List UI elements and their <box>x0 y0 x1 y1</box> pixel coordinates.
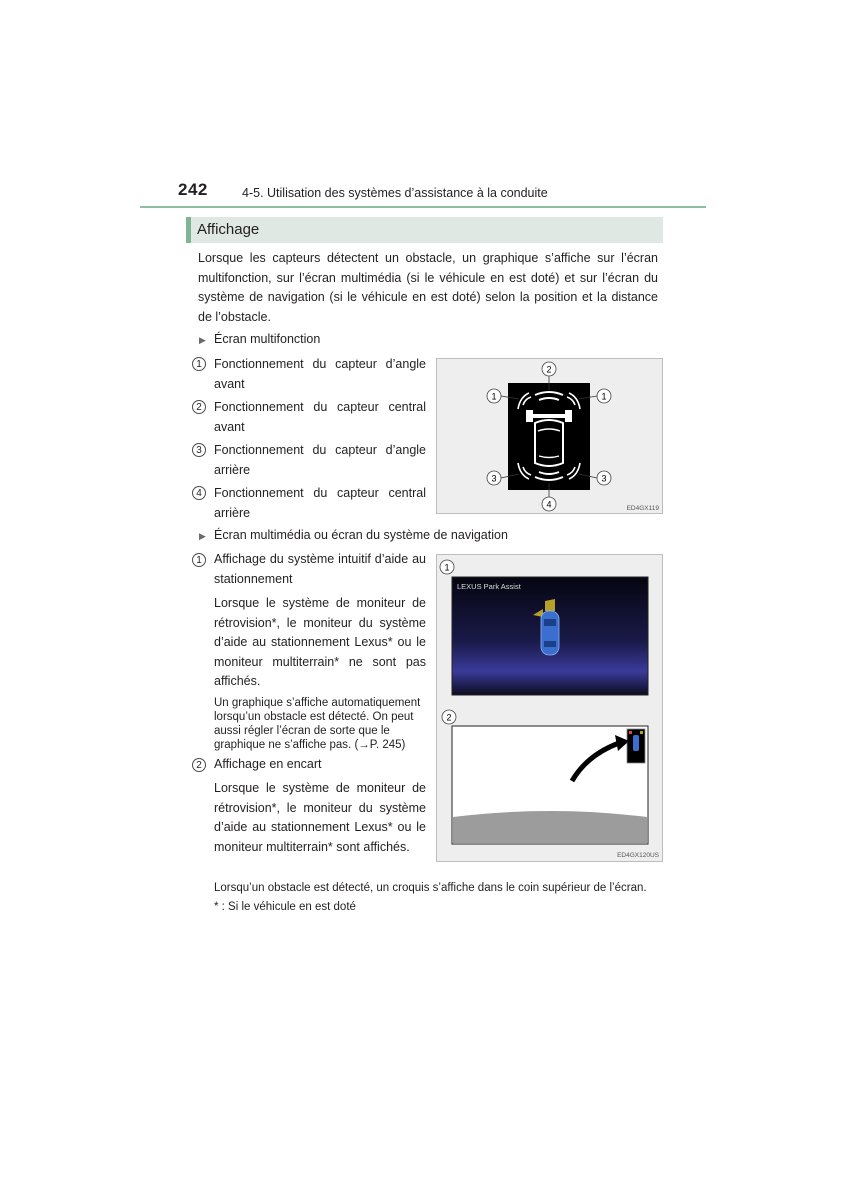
final-note: Lorsqu’un obstacle est détecté, un croquis s’affiche dans le coin supérieur de l’écran. <box>214 882 647 894</box>
list-item: Fonctionnement du capteur d’angle arrière <box>214 443 426 477</box>
callout-number: 3 <box>192 443 206 457</box>
callout-label: 2 <box>546 364 552 375</box>
callout-number: 1 <box>192 553 206 567</box>
callout-number: 2 <box>192 758 206 772</box>
section-title: Affichage <box>197 221 260 238</box>
screen-title: LEXUS Park Assist <box>457 582 521 591</box>
triangle-bullet-icon: ▶ <box>199 531 206 541</box>
page-number: 242 <box>178 180 208 199</box>
car-rear-window <box>544 641 556 647</box>
intro-paragraph: Lorsque les capteurs détectent un obstacle, un graphique s’affiche sur l’écran multifonction, sur l’écran multimédia (si le véhicule en est doté) et sur l’écran du système de navigation (si le véhicule en est doté) selon la position et la distance de l’obstacle. <box>198 251 658 324</box>
wheel <box>565 410 572 422</box>
car-windshield <box>544 619 556 626</box>
wheel <box>526 410 533 422</box>
axle <box>533 414 565 418</box>
inset-warning <box>629 731 632 734</box>
callout-label: 1 <box>601 391 607 402</box>
header-rule <box>140 206 706 208</box>
callout-label: 2 <box>446 712 452 723</box>
triangle-bullet-icon: ▶ <box>199 335 206 345</box>
callout-label: 1 <box>444 562 450 573</box>
figure-multifunction-display <box>436 358 663 514</box>
list-item-note: Un graphique s’affiche automatiquement lorsqu’un obstacle est détecté. On peut aussi régler l’écran de sorte que le graphique ne s’affiche pas. (→P. 245) <box>214 697 421 751</box>
figure-code: ED4GX120US <box>617 852 659 859</box>
inset-car <box>633 735 639 751</box>
bumper-view <box>453 811 647 843</box>
list-item-title: Affichage du système intuitif d’aide au stationnement <box>214 552 426 586</box>
callout-label: 3 <box>601 473 607 484</box>
callout-number: 4 <box>192 486 206 500</box>
list-item-title: Affichage en encart <box>214 757 322 771</box>
callout-label: 1 <box>491 391 497 402</box>
callout-label: 4 <box>546 499 552 510</box>
callout-number: 2 <box>192 400 206 414</box>
car-graphic <box>541 611 559 655</box>
chapter-title: 4-5. Utilisation des systèmes d’assistance à la conduite <box>242 186 548 200</box>
callout-label: 3 <box>491 473 497 484</box>
list-item: Fonctionnement du capteur d’angle avant <box>214 357 426 391</box>
multimedia-diagram <box>437 555 664 863</box>
sensor-diagram <box>437 359 664 515</box>
figure-code: ED4GX119 <box>626 505 659 512</box>
list-item-description: Lorsque le système de moniteur de rétrovision*, le moniteur du système d’aide au stationnement Lexus* ou le moniteur multiterrain* ne sont pas affichés. <box>214 596 426 688</box>
bullet-multimedia: Écran multimédia ou écran du système de navigation <box>214 528 508 542</box>
callout-number: 1 <box>192 357 206 371</box>
bullet-multifunction: Écran multifonction <box>214 332 321 346</box>
footnote: * : Si le véhicule en est doté <box>214 901 356 913</box>
list-item: Fonctionnement du capteur central avant <box>214 400 426 434</box>
list-item-description: Lorsque le système de moniteur de rétrovision*, le moniteur du système d’aide au stationnement Lexus* ou le moniteur multiterrain* sont affichés. <box>214 781 426 854</box>
figure-multimedia-display <box>436 554 663 862</box>
warning-indicator <box>545 599 555 611</box>
list-item: Fonctionnement du capteur central arrière <box>214 486 426 520</box>
inset-warning <box>640 731 643 734</box>
